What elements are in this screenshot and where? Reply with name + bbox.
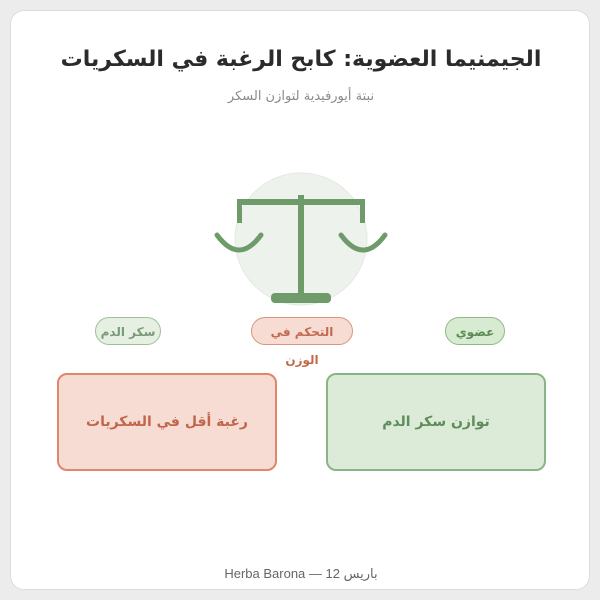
balance-scale-icon [211, 167, 391, 307]
benefit-fewer-cravings [57, 373, 277, 471]
page-title: الجيمنيما العضوية: كابح الرغبة في السكريات [60, 47, 542, 72]
footer-brand: Herba Barona — 12 باريس [224, 566, 378, 581]
product-card [10, 10, 590, 590]
scale-right-hanger [360, 199, 365, 223]
scale-left-hanger [237, 199, 242, 223]
tag-weight-control: التحكم في الوزن [251, 317, 353, 345]
scale-pole [298, 195, 304, 297]
tag-blood-sugar: سكر الدم [95, 317, 161, 345]
page-subtitle: نبتة أيورفيدية لتوازن السكر [227, 89, 375, 104]
benefit-blood-sugar-balance-label: توازن سكر الدم [382, 414, 490, 430]
scale-base [271, 293, 331, 303]
benefit-fewer-cravings-label: رغبة أقل في السكريات [86, 414, 248, 430]
benefit-blood-sugar-balance [326, 373, 546, 471]
tag-organic: عضوي [445, 317, 505, 345]
